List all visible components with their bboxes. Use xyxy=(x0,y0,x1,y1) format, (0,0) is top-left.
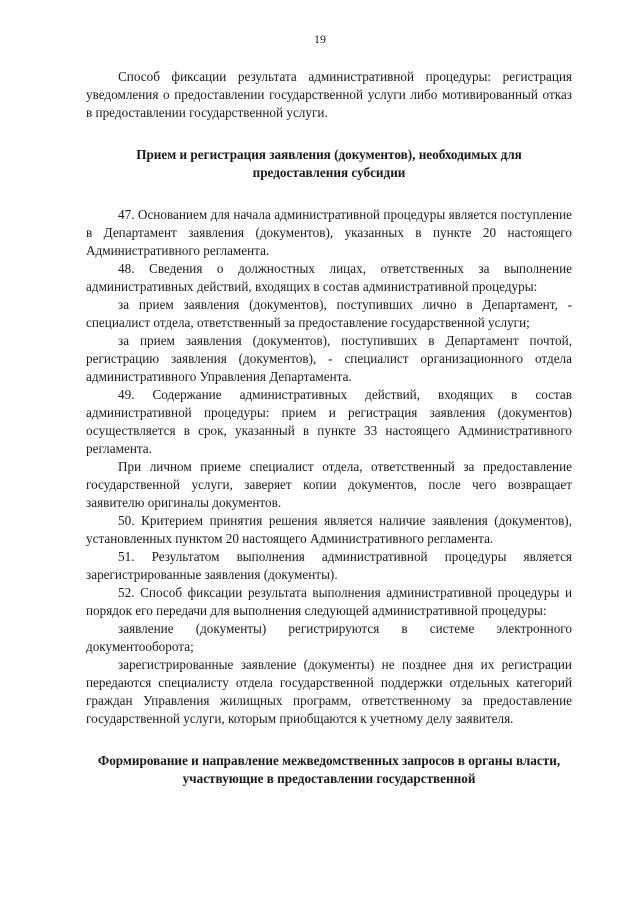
paragraph-48: 48. Сведения о должностных лицах, ответственных за выполнение административных действий, входящих в состав административной процедуры: xyxy=(86,261,572,294)
page-number: 19 xyxy=(314,32,326,46)
section-heading-reception: Прием и регистрация заявления (документов), необходимых для предоставления субсидии xyxy=(136,147,522,180)
paragraph-49: 49. Содержание административных действий, входящих в состав административной процедуры: прием и регистрация заявления (документов) осуществляется в срок, указанный в пункте 33 настоящего Административного регламента. xyxy=(86,387,572,456)
page-content xyxy=(86,68,572,788)
paragraph-48-personal: за прием заявления (документов), поступивших лично в Департамент, - специалист отдела, ответственный за предоставление государственной услуги; xyxy=(86,297,572,330)
paragraph-top: Способ фиксации результата административной процедуры: регистрация уведомления о предоставлении государственной услуги либо мотивированный отказ в предоставлении государственной услуги. xyxy=(86,69,572,120)
section-heading-interagency: Формирование и направление межведомственных запросов в органы власти, участвующие в предоставлении государственной xyxy=(97,753,561,786)
paragraph-48-mail: за прием заявления (документов), поступивших в Департамент почтой, регистрацию заявления (документов), - специалист организационного отдела административного Управления Департамента. xyxy=(86,333,572,384)
paragraph-47: 47. Основанием для начала административной процедуры является поступление в Департамент заявления (документов), указанных в пункте 20 настоящего Административного регламента. xyxy=(86,207,572,258)
paragraph-52-registration: заявление (документы) регистрируются в системе электронного документооборота; xyxy=(86,621,572,654)
paragraph-52-transfer: зарегистрированные заявление (документы) не позднее дня их регистрации передаются специалисту отдела государственной поддержки отдельных категорий граждан Управления жилищных программ, ответственному за предоставление государственной услуги, которым приобщаются к учетному делу заявителя. xyxy=(86,657,572,726)
paragraph-50: 50. Критерием принятия решения является наличие заявления (документов), установленных пунктом 20 настоящего Административного регламента. xyxy=(86,513,572,546)
paragraph-51: 51. Результатом выполнения административной процедуры является зарегистрированные заявления (документы). xyxy=(86,549,572,582)
paragraph-52: 52. Способ фиксации результата выполнения административной процедуры и порядок его передачи для выполнения следующей административной процедуры: xyxy=(86,585,572,618)
paragraph-49-personal-reception: При личном приеме специалист отдела, ответственный за предоставление государственной услуги, заверяет копии документов, после чего возвращает заявителю оригиналы документов. xyxy=(86,459,572,510)
